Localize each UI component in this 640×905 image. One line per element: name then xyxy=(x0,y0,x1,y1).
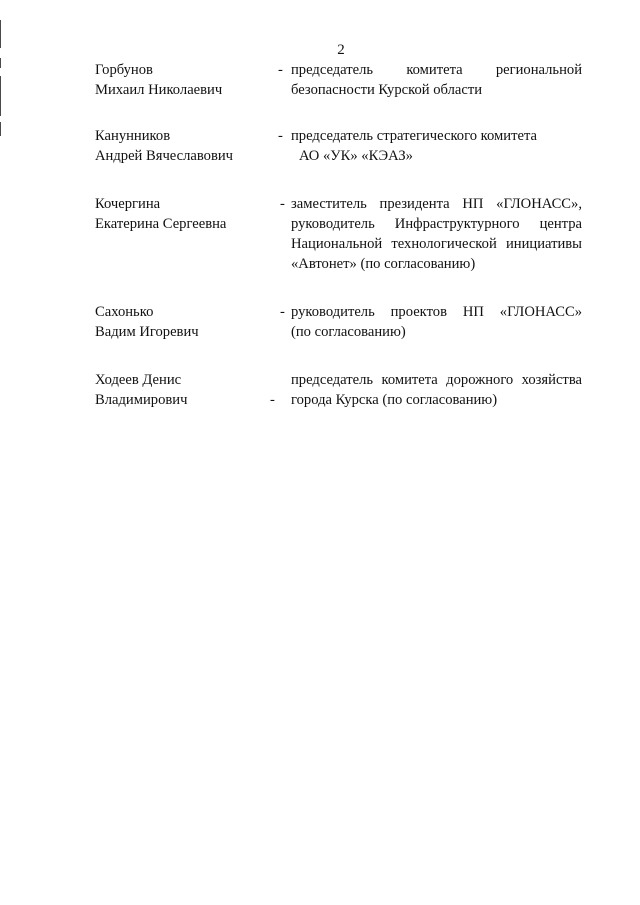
role-line: города Курска (по согласованию) xyxy=(291,392,498,408)
role-line: Национальной технологической инициативы xyxy=(291,236,582,252)
separator-dash: - xyxy=(280,304,285,320)
member-name xyxy=(95,60,275,100)
role-line: АО «УК» «КЭАЗ» xyxy=(299,148,413,164)
member-given-name: Екатерина Сергеевна xyxy=(95,216,227,232)
role-line: (по согласованию) xyxy=(291,324,406,340)
member-role xyxy=(291,60,582,100)
role-line: председатель комитета дорожного хозяйства xyxy=(291,372,582,388)
page-number: 2 xyxy=(337,42,345,58)
member-name xyxy=(95,194,275,234)
member-surname: Горбунов xyxy=(95,62,153,78)
member-given-name: Вадим Игоревич xyxy=(95,324,199,340)
separator-dash: - xyxy=(270,392,275,408)
scan-edge-mark xyxy=(0,122,1,136)
member-entry xyxy=(95,370,582,460)
separator-dash: - xyxy=(278,62,283,78)
role-line: безопасности Курской области xyxy=(291,82,483,98)
member-given-name: Михаил Николаевич xyxy=(95,82,223,98)
member-role xyxy=(291,126,582,166)
role-line: заместитель президента НП «ГЛОНАСС», xyxy=(291,196,582,212)
member-surname: Ходеев Денис xyxy=(95,372,182,388)
separator-dash: - xyxy=(280,196,285,212)
role-line: «Автонет» (по согласованию) xyxy=(291,256,476,272)
member-entry xyxy=(95,194,582,284)
scan-edge-mark xyxy=(0,76,1,116)
member-role xyxy=(291,370,582,410)
member-surname: Кочергина xyxy=(95,196,161,212)
member-given-name: Владимирович xyxy=(95,392,188,408)
role-line: председатель стратегического комитета xyxy=(291,128,537,144)
member-name xyxy=(95,126,275,166)
member-name xyxy=(95,302,275,342)
member-given-name: Андрей Вячеславович xyxy=(95,148,233,164)
separator-dash: - xyxy=(278,128,283,144)
member-name xyxy=(95,370,275,410)
role-line: председатель комитета региональной xyxy=(291,62,582,78)
member-surname: Канунников xyxy=(95,128,171,144)
role-line: руководитель проектов НП «ГЛОНАСС» xyxy=(291,304,582,320)
member-surname: Сахонько xyxy=(95,304,154,320)
role-line: руководитель Инфраструктурного центра xyxy=(291,216,582,232)
member-role xyxy=(291,302,582,342)
member-role xyxy=(291,194,582,274)
